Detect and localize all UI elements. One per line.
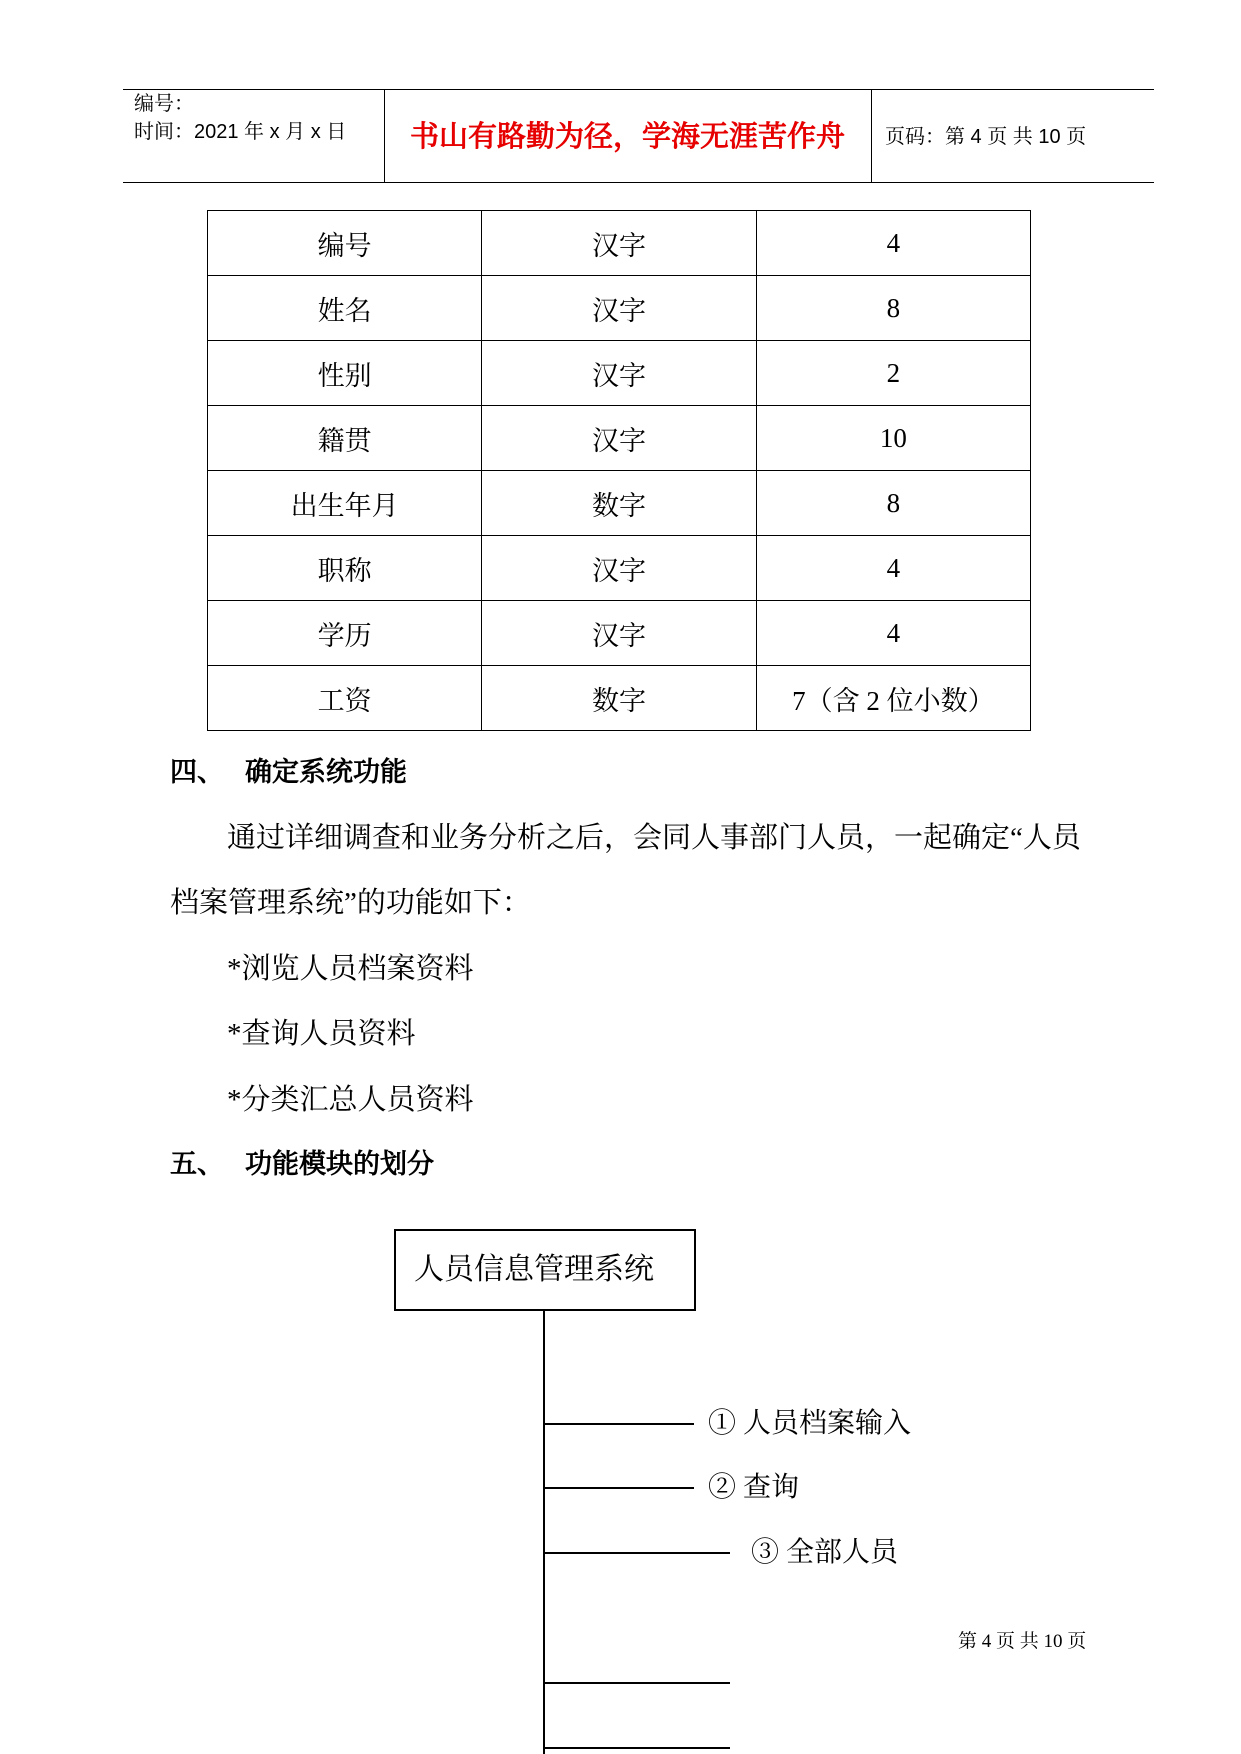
field-name-cell: 姓名 xyxy=(208,276,482,341)
diagram-branch-line xyxy=(544,1487,694,1489)
field-type-cell: 汉字 xyxy=(482,536,756,601)
field-length-cell: 8 xyxy=(756,471,1030,536)
field-length-cell: 2 xyxy=(756,341,1030,406)
field-table xyxy=(207,210,1031,731)
field-length-cell: 7（含 2 位小数） xyxy=(756,666,1030,731)
field-type-cell: 汉字 xyxy=(482,406,756,471)
section4-heading-title: 确定系统功能 xyxy=(245,757,407,788)
field-name-cell: 籍贯 xyxy=(208,406,482,471)
field-length-cell: 8 xyxy=(756,276,1030,341)
field-type-cell: 汉字 xyxy=(482,601,756,666)
table-row xyxy=(208,471,1031,536)
field-name-cell: 学历 xyxy=(208,601,482,666)
field-type-cell: 汉字 xyxy=(482,276,756,341)
diagram-trunk-line xyxy=(543,1309,545,1754)
diagram-branch-label: ① 人员档案输入 xyxy=(708,1408,912,1439)
header-time-label: 时间：2021 年 x 月 x 日 xyxy=(134,121,347,143)
diagram-branch-label: ③ 全部人员 xyxy=(751,1537,899,1568)
field-length-cell: 4 xyxy=(756,601,1030,666)
field-name-cell: 职称 xyxy=(208,536,482,601)
field-length-cell: 4 xyxy=(756,536,1030,601)
field-type-cell: 数字 xyxy=(482,471,756,536)
feature-item: *分类汇总人员资料 xyxy=(227,1084,474,1116)
field-name-cell: 工资 xyxy=(208,666,482,731)
diagram-branch-line xyxy=(544,1682,730,1684)
header-motto: 书山有路勤为径，学海无涯苦作舟 xyxy=(410,121,846,153)
field-type-cell: 数字 xyxy=(482,666,756,731)
diagram-root-box xyxy=(394,1229,696,1311)
table-row xyxy=(208,601,1031,666)
field-name-cell: 性别 xyxy=(208,341,482,406)
diagram-root-label: 人员信息管理系统 xyxy=(414,1253,654,1286)
diagram-branch-line xyxy=(544,1423,694,1425)
diagram-branch-label: ② 查询 xyxy=(708,1472,800,1503)
table-row xyxy=(208,536,1031,601)
table-row xyxy=(208,211,1031,276)
feature-item: *浏览人员档案资料 xyxy=(227,953,474,985)
diagram-branch-line xyxy=(544,1747,730,1749)
header-bottom-rule xyxy=(123,182,1154,183)
header-number-label: 编号： xyxy=(134,93,194,115)
field-length-cell: 4 xyxy=(756,211,1030,276)
table-row xyxy=(208,406,1031,471)
field-type-cell: 汉字 xyxy=(482,211,756,276)
section5-heading-title: 功能模块的划分 xyxy=(245,1149,434,1180)
field-name-cell: 编号 xyxy=(208,211,482,276)
header-divider-right xyxy=(871,89,872,183)
section4-paragraph-line-1: 通过详细调查和业务分析之后，会同人事部门人员，一起确定“人员 xyxy=(227,822,1081,854)
header-divider-left xyxy=(384,89,385,183)
header-page-info: 页码：第 4 页 共 10 页 xyxy=(885,126,1087,148)
section5-heading-number: 五、 xyxy=(170,1149,224,1180)
footer-page-number: 第 4 页 共 10 页 xyxy=(958,1631,1087,1652)
field-type-cell: 汉字 xyxy=(482,341,756,406)
section4-paragraph-line-2: 档案管理系统”的功能如下： xyxy=(170,887,531,919)
table-row xyxy=(208,341,1031,406)
field-length-cell: 10 xyxy=(756,406,1030,471)
section4-heading-number: 四、 xyxy=(170,757,224,788)
diagram-branch-line xyxy=(544,1552,730,1554)
field-name-cell: 出生年月 xyxy=(208,471,482,536)
header-top-rule xyxy=(123,89,1154,90)
table-row xyxy=(208,276,1031,341)
feature-item: *查询人员资料 xyxy=(227,1018,416,1050)
table-row xyxy=(208,666,1031,731)
